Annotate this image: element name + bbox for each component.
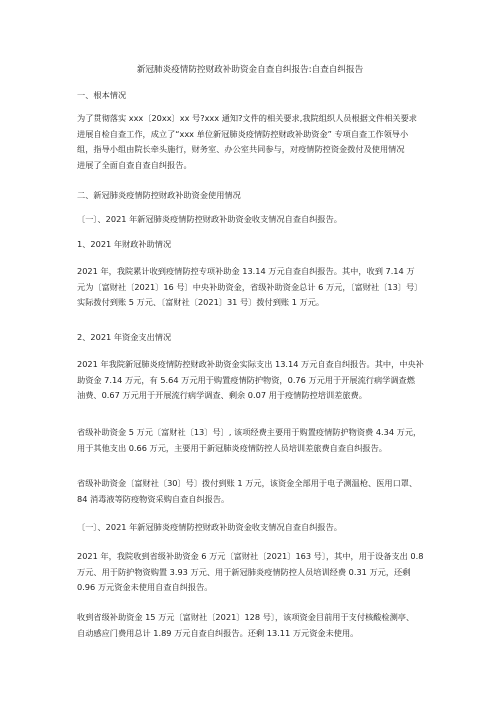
subsection-heading <box>77 520 427 536</box>
paragraph-line: 84 消毒液等防疫物资采购自查自纠报告。 <box>77 493 230 504</box>
paragraph-line: 2021 年我院新冠肺炎疫情防控财政补助资金实际支出 13.14 万元自查自纠报告。其中，中央补 <box>77 359 424 369</box>
paragraph-line: 省级补助资金〔富财社〔30〕号〕拨付到账 1 万元，该资金全部用于电子测温枪、医用口罩、 <box>77 478 418 488</box>
paragraph-line: 收到省级补助资金 15 万元〔富财社〔2021〕128 号〕，该项资金目前用于支付核酸检测亭、 <box>77 612 415 622</box>
paragraph-line: 二、新冠肺炎疫情防控财政补助资金使用情况 <box>77 190 241 200</box>
paragraph-line: 油费、0.67 万元用于开展流行病学调查、剩余 0.07 用于疫情防控培训差旅费。 <box>77 390 367 400</box>
body-paragraph <box>77 425 427 456</box>
section-heading-2 <box>77 188 427 204</box>
paragraph-line: 2021 年，我院收到省级补助资金 6 万元〔富财社〔2021〕163 号〕，其中，用于设备支出 0.8 <box>77 551 424 561</box>
paragraph-line: 进展自检自查工作，成立了“xxx 单位新冠肺炎疫情防控财政补助资金” 专项自查工作领导小 <box>77 128 409 139</box>
body-paragraph <box>77 264 427 311</box>
item-heading <box>77 237 427 253</box>
body-paragraph <box>77 111 427 173</box>
paragraph-line: 1、2021 年财政补助情况 <box>77 239 172 249</box>
paragraph-line: 0.96 万元资金未使用自查自纠报告。 <box>77 582 213 592</box>
paragraph-line: 2、2021 年资金支出情况 <box>77 332 172 342</box>
paragraph-line: 组，指导小组由院长牵头施行，财务室、办公室共同参与，对疫情防控资金拨付及使用情况 <box>77 144 405 154</box>
paragraph-line: 实际拨付到账 5 万元、〔富财社〔2021〕31 号〕拨付到账 1 万元。 <box>77 297 325 307</box>
paragraph-line: 自动感应门费用总计 1.89 万元自查自纠报告。还剩 13.11 万元资金未使用。 <box>77 627 359 638</box>
paragraph-line: 为了贯彻落实 xxx〔20xx〕xx 号?xxx 通知?文件的相关要求,我院组织人员根据文件相关要求 <box>77 113 417 123</box>
paragraph-line: 〔一〕、2021 年新冠肺炎疫情防控财政补助资金收支情况自查自纠报告。 <box>77 214 342 224</box>
document-title: 新冠肺炎疫情防控财政补助资金自查自纠报告:自查自纠报告 <box>136 65 364 75</box>
paragraph-line: 进展了全面自查自查自纠报告。 <box>77 159 192 170</box>
paragraph-line: 一、根本情况 <box>77 90 127 100</box>
body-paragraph <box>77 610 427 641</box>
body-paragraph <box>77 549 427 596</box>
paragraph-line: 2021 年，我院累计收到疫情防控专项补助金 13.14 万元自查自纠报告。其中，收到 7.14 万 <box>77 266 415 276</box>
body-paragraph <box>77 357 427 404</box>
paragraph-line: 〔一〕、2021 年新冠肺炎疫情防控财政补助资金收支情况自查自纠报告。 <box>77 522 342 532</box>
paragraph-line: 用于其他支出 0.66 万元，主要用于新冠肺炎疫情防控人员培训差旅费自查自纠报告。 <box>77 442 387 453</box>
subsection-heading <box>77 212 427 228</box>
section-heading-1 <box>77 88 427 104</box>
item-heading <box>77 330 427 346</box>
paragraph-line: 元为〔富财社〔2021〕16 号〕中央补助资金，省级补助资金总计 6 万元，〔富财社〔13〕号〕 <box>77 281 423 292</box>
paragraph-line: 省级补助资金 5 万元〔富财社〔13〕号〕, 该项经费主要用于购置疫情防护物资费 4.34 万元， <box>77 427 422 437</box>
body-paragraph <box>77 476 427 507</box>
paragraph-line: 万元、用于防护物资购置 3.93 万元、用于新冠肺炎疫情防控人员培训经费 0.31 万元，还剩 <box>77 566 411 577</box>
paragraph-line: 助资金 7.14 万元，有 5.64 万元用于购置疫情防护物资，0.76 万元用于开展流行病学调查燃 <box>77 374 415 385</box>
